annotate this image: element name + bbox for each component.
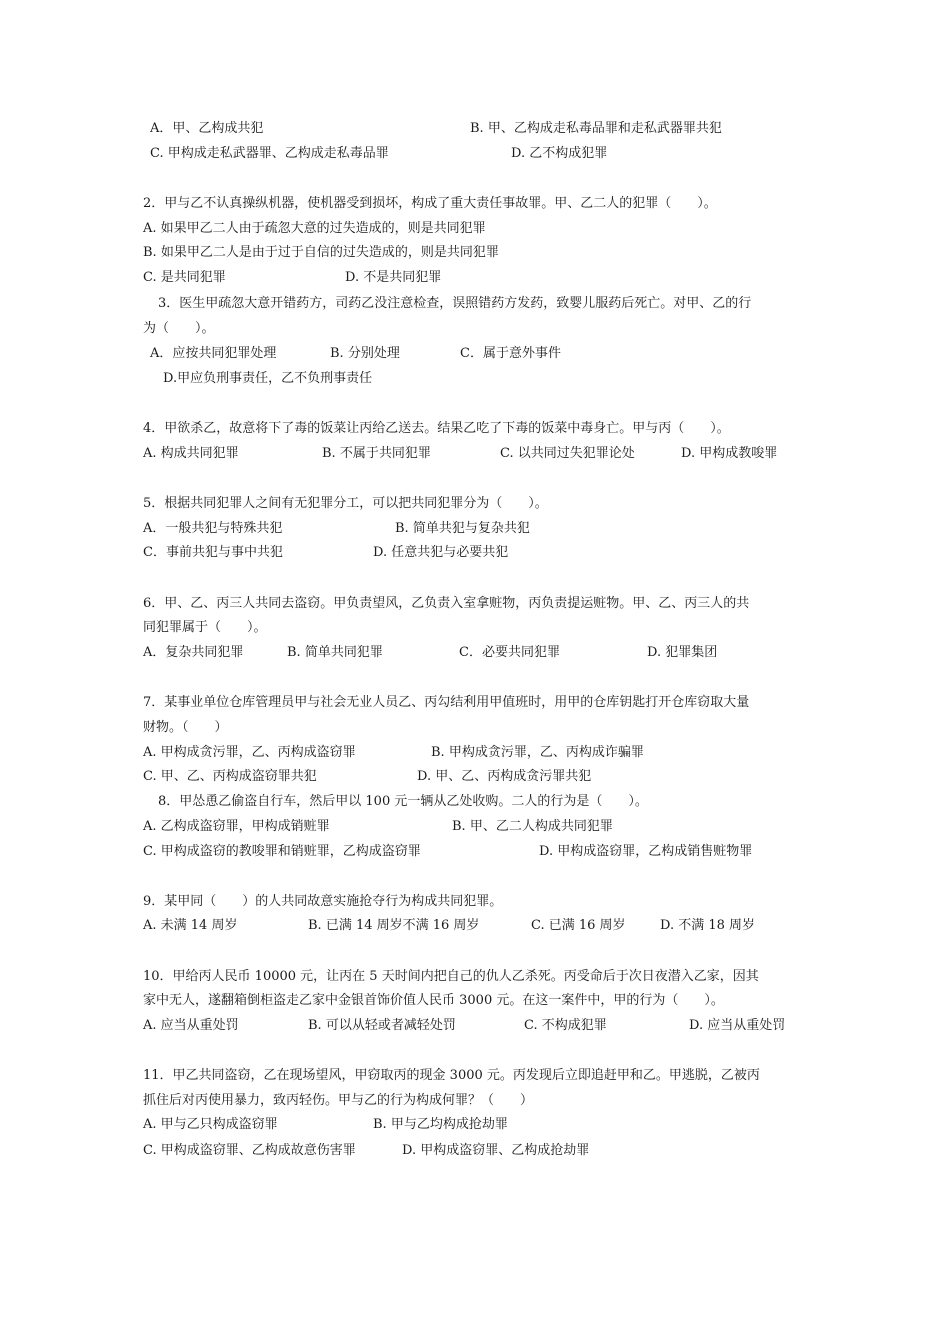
q4-stem: 4．甲欲杀乙，故意将下了毒的饭菜让丙给乙送去。结果乙吃了下毒的饭菜中毒身亡。甲与丙（ ）。 [143, 421, 730, 436]
q5-option-b: B. 简单共犯与复杂共犯 [395, 521, 530, 536]
q2-option-c: C. 是共同犯罪 [143, 270, 226, 285]
q1-option-b: B. 甲、乙构成走私毒品罪和走私武器罪共犯 [470, 121, 722, 136]
q10-stem-line1: 10．甲给丙人民币 10000 元，让丙在 5 天时间内把自己的仇人乙杀死。丙受命后于次日夜潜入乙家，因其 [143, 969, 759, 984]
q8-stem: 8．甲怂恿乙偷盗自行车，然后甲以 100 元一辆从乙处收购。二人的行为是（ ）。 [158, 794, 648, 809]
q10-option-b: B. 可以从轻或者减轻处罚 [308, 1018, 456, 1033]
q3-option-d: D.甲应负刑事责任，乙不负刑事责任 [163, 371, 373, 386]
q6-stem-line2: 同犯罪属于（ ）。 [143, 620, 267, 635]
q1-option-c: C. 甲构成走私武器罪、乙构成走私毒品罪 [150, 146, 389, 161]
q11-option-a: A. 甲与乙只构成盗窃罪 [143, 1117, 278, 1132]
q8-option-c: C. 甲构成盗窃的教唆罪和销赃罪，乙构成盗窃罪 [143, 844, 421, 859]
q6-option-a: A．复杂共同犯罪 [143, 645, 244, 660]
q4-option-b: B. 不属于共同犯罪 [322, 446, 431, 461]
q3-option-b: B. 分别处理 [330, 346, 400, 361]
q9-option-d: D. 不满 18 周岁 [660, 918, 756, 933]
q4-option-c: C. 以共同过失犯罪论处 [500, 446, 635, 461]
q1-option-d: D. 乙不构成犯罪 [511, 146, 608, 161]
q9-stem: 9．某甲同（ ）的人共同故意实施抢夺行为构成共同犯罪。 [143, 894, 503, 909]
q5-option-a: A．一般共犯与特殊共犯 [143, 521, 283, 536]
q11-stem-line2: 抓住后对丙使用暴力，致丙轻伤。甲与乙的行为构成何罪？（ ） [143, 1093, 534, 1108]
q5-option-c: C．事前共犯与事中共犯 [143, 545, 283, 560]
q7-option-c: C. 甲、乙、丙构成盗窃罪共犯 [143, 769, 317, 784]
q4-option-d: D. 甲构成教唆罪 [681, 446, 778, 461]
q7-option-b: B. 甲构成贪污罪，乙、丙构成诈骗罪 [431, 745, 644, 760]
q10-stem-line2: 家中无人，遂翻箱倒柜盗走乙家中金银首饰价值人民币 3000 元。在这一案件中，甲的行为（ ）。 [143, 993, 724, 1008]
q11-option-c: C. 甲构成盗窃罪、乙构成故意伤害罪 [143, 1143, 356, 1158]
q7-option-d: D. 甲、乙、丙构成贪污罪共犯 [417, 769, 592, 784]
q10-option-c: C. 不构成犯罪 [524, 1018, 607, 1033]
q7-stem-line1: 7．某事业单位仓库管理员甲与社会无业人员乙、丙勾结利用甲值班时，用甲的仓库钥匙打开仓库窃取大量 [143, 695, 750, 710]
q6-option-b: B. 简单共同犯罪 [287, 645, 383, 660]
q10-option-a: A. 应当从重处罚 [143, 1018, 239, 1033]
q10-option-d: D. 应当从重处罚 [689, 1018, 786, 1033]
q7-stem-line2: 财物。（ ） [143, 720, 228, 735]
q8-option-d: D. 甲构成盗窃罪，乙构成销售赃物罪 [539, 844, 753, 859]
q2-stem: 2．甲与乙不认真操纵机器，使机器受到损坏，构成了重大责任事故罪。甲、乙二人的犯罪（ ）。 [143, 196, 717, 211]
q9-option-a: A. 未满 14 周岁 [143, 918, 238, 933]
q2-option-d: D. 不是共同犯罪 [345, 270, 442, 285]
q9-option-b: B. 已满 14 周岁不满 16 周岁 [308, 918, 480, 933]
q1-option-a: A．甲、乙构成共犯 [150, 121, 264, 136]
q6-option-d: D. 犯罪集团 [647, 645, 718, 660]
q7-option-a: A. 甲构成贪污罪，乙、丙构成盗窃罪 [143, 745, 356, 760]
q8-option-b: B. 甲、乙二人构成共同犯罪 [452, 819, 613, 834]
q6-stem-line1: 6．甲、乙、丙三人共同去盗窃。甲负责望风，乙负责入室拿赃物，丙负责提运赃物。甲、乙、丙三人的共 [143, 596, 750, 611]
q4-option-a: A. 构成共同犯罪 [143, 446, 239, 461]
q3-option-c: C．属于意外事件 [460, 346, 561, 361]
q2-option-b: B. 如果甲乙二人是由于过于自信的过失造成的，则是共同犯罪 [143, 245, 499, 260]
q2-option-a: A. 如果甲乙二人由于疏忽大意的过失造成的，则是共同犯罪 [143, 221, 486, 236]
q3-stem-line1: 3．医生甲疏忽大意开错药方，司药乙没注意检查，误照错药方发药，致婴儿服药后死亡。对甲、乙的行 [158, 296, 752, 311]
q11-stem-line1: 11．甲乙共同盗窃，乙在现场望风，甲窃取丙的现金 3000 元。丙发现后立即追赶甲和乙。甲逃脱，乙被丙 [143, 1068, 760, 1083]
q8-option-a: A. 乙构成盗窃罪，甲构成销赃罪 [143, 819, 330, 834]
q5-stem: 5．根据共同犯罪人之间有无犯罪分工，可以把共同犯罪分为（ ）。 [143, 496, 548, 511]
q3-stem-line2: 为（ ）。 [143, 321, 215, 336]
q6-option-c: C．必要共同犯罪 [459, 645, 560, 660]
q11-option-b: B. 甲与乙均构成抢劫罪 [373, 1117, 508, 1132]
q9-option-c: C. 已满 16 周岁 [531, 918, 626, 933]
q5-option-d: D. 任意共犯与必要共犯 [373, 545, 509, 560]
q3-option-a: A．应按共同犯罪处理 [150, 346, 277, 361]
q11-option-d: D. 甲构成盗窃罪、乙构成抢劫罪 [402, 1143, 590, 1158]
